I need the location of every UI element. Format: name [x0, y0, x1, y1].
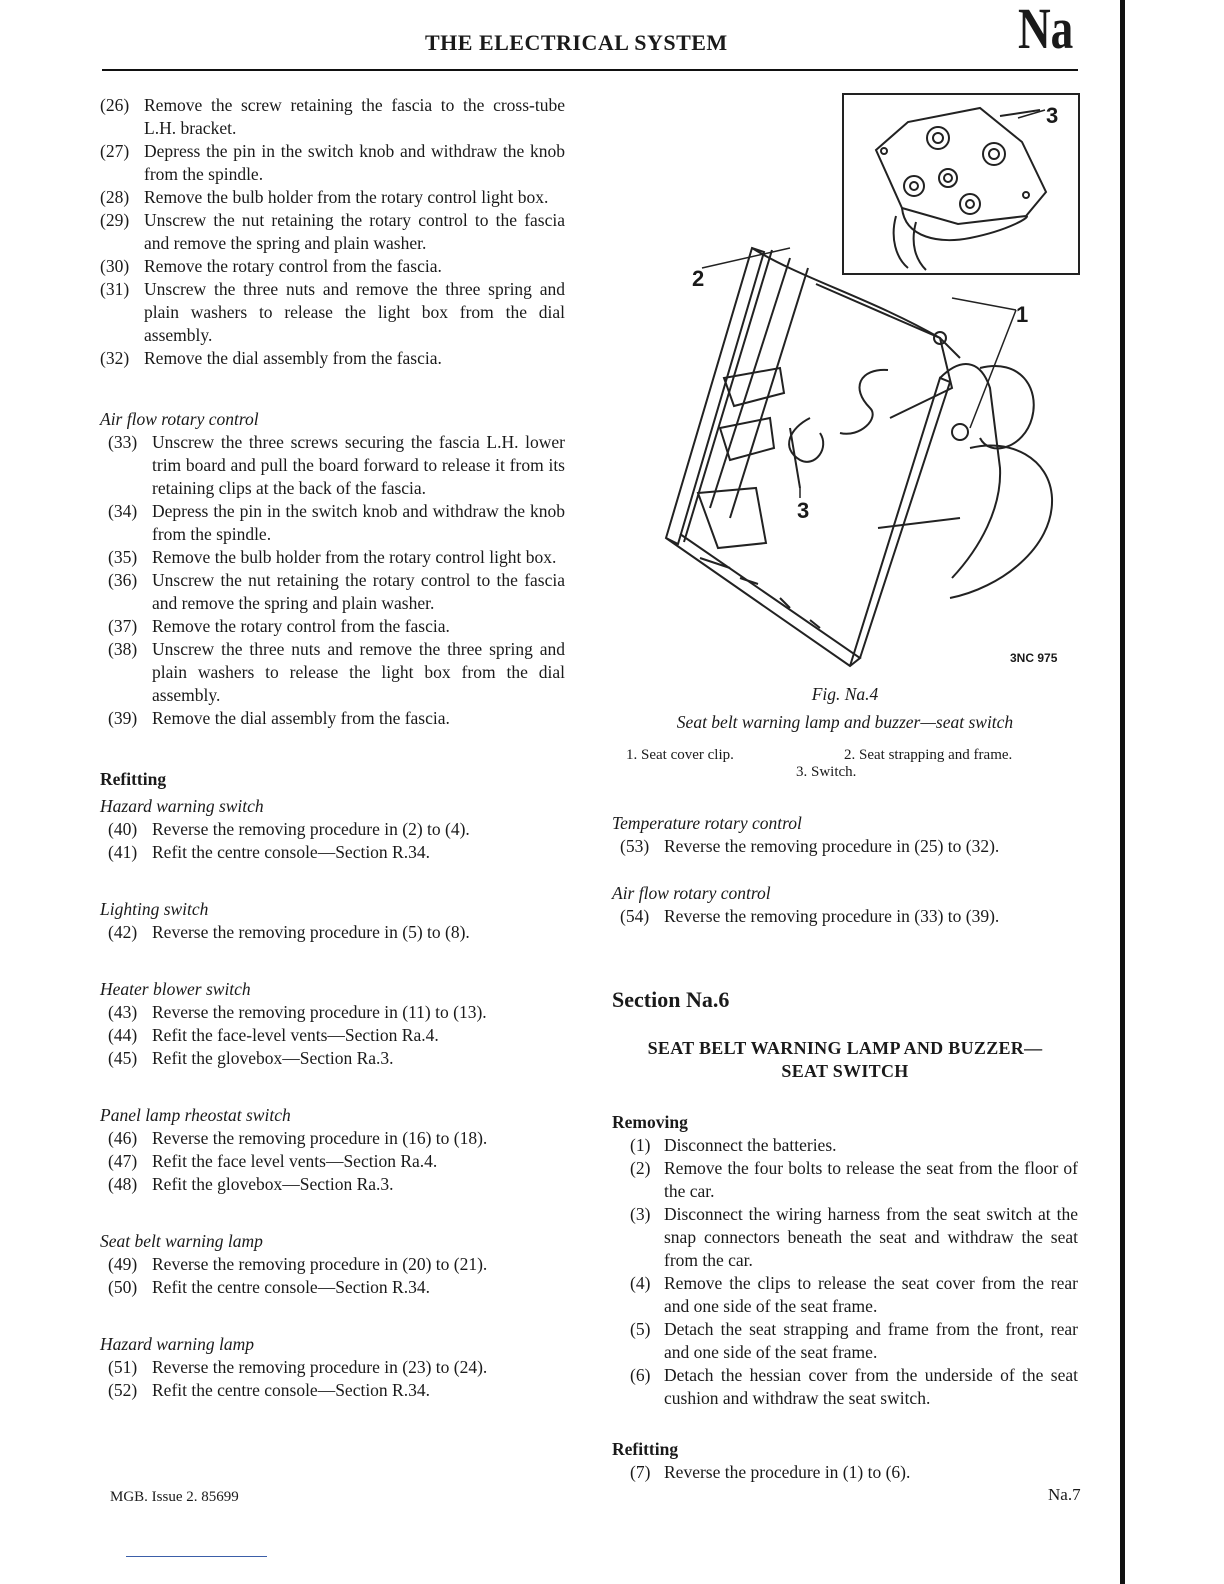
list-item	[100, 638, 565, 707]
step-text: Reverse the removing procedure in (25) to (32).	[664, 836, 1000, 856]
refitting-groups	[100, 795, 565, 1402]
step-number: (35)	[108, 547, 138, 567]
list-item	[100, 707, 565, 730]
step-text: Disconnect the batteries.	[664, 1135, 837, 1155]
subheading-airflow-refit: Air flow rotary control	[612, 883, 771, 903]
step-number: (47)	[108, 1151, 138, 1171]
step-number: (32)	[100, 348, 130, 368]
step-number: (48)	[108, 1174, 138, 1194]
step-number: (6)	[630, 1365, 651, 1385]
step-text: Reverse the removing procedure in (23) to (24).	[152, 1357, 488, 1377]
step-text: Refit the face level vents—Section Ra.4.	[152, 1151, 438, 1171]
list-item	[100, 186, 565, 209]
section-title: Section Na.6	[612, 987, 730, 1012]
list-item	[100, 431, 565, 500]
list-item	[100, 1379, 565, 1402]
removing-steps-list	[612, 1134, 1078, 1410]
list-item	[100, 1150, 565, 1173]
step-number: (31)	[100, 279, 130, 299]
section-heading-line-1: SEAT BELT WARNING LAMP AND BUZZER—	[647, 1038, 1043, 1058]
list-item	[100, 1001, 565, 1024]
right-column	[612, 812, 1078, 1484]
step-text: Refit the centre console—Section R.34.	[152, 1277, 430, 1297]
list-item	[612, 1134, 1078, 1157]
step-text: Depress the pin in the switch knob and withdraw the knob from the spindle.	[152, 501, 565, 544]
page-number: Na.7	[1048, 1485, 1081, 1504]
step-text: Reverse the procedure in (1) to (6).	[664, 1462, 911, 1482]
list-item	[100, 1173, 565, 1196]
step-number: (46)	[108, 1128, 138, 1148]
list-item	[100, 1024, 565, 1047]
list-item	[612, 1364, 1078, 1410]
list-item	[100, 546, 565, 569]
step-text: Refit the centre console—Section R.34.	[152, 842, 430, 862]
list-item	[100, 255, 565, 278]
step-number: (30)	[100, 256, 130, 276]
subheading-airflow: Air flow rotary control	[100, 409, 259, 429]
callout-3: 3	[797, 498, 810, 523]
list-item	[100, 921, 565, 944]
step-number: (29)	[100, 210, 130, 230]
step-text: Remove the dial assembly from the fascia.	[144, 348, 442, 368]
step-number: (44)	[108, 1025, 138, 1045]
step-text: Remove the rotary control from the fascia.	[152, 616, 450, 636]
section-heading-line-2: SEAT SWITCH	[781, 1061, 909, 1081]
list-item	[612, 835, 1078, 858]
page-title: THE ELECTRICAL SYSTEM	[425, 30, 728, 55]
step-number: (28)	[100, 187, 130, 207]
step-number: (7)	[630, 1462, 651, 1482]
step-text: Remove the dial assembly from the fascia.	[152, 708, 450, 728]
step-text: Refit the glovebox—Section Ra.3.	[152, 1048, 394, 1068]
list-item	[100, 140, 565, 186]
figure-number: Fig. Na.4	[811, 684, 879, 704]
step-number: (5)	[630, 1319, 651, 1339]
step-text: Unscrew the three screws securing the fascia L.H. lower trim board and pull the board forward to release it from its retaining clips at the back of the fascia.	[152, 432, 565, 498]
step-text: Remove the screw retaining the fascia to the cross-tube L.H. bracket.	[144, 95, 565, 138]
step-text: Detach the seat strapping and frame from the front, rear and one side of the seat frame.	[664, 1319, 1078, 1362]
step-number: (39)	[108, 708, 138, 728]
refitting-heading: Refitting	[100, 769, 167, 789]
step-text: Refit the face-level vents—Section Ra.4.	[152, 1025, 439, 1045]
step-number: (49)	[108, 1254, 138, 1274]
removing-steps-list	[100, 94, 565, 370]
step-text: Detach the hessian cover from the underside of the seat cushion and withdraw the seat switch.	[664, 1365, 1078, 1408]
list-item	[100, 209, 565, 255]
step-text: Reverse the removing procedure in (11) to (13).	[152, 1002, 487, 1022]
step-number: (40)	[108, 819, 138, 839]
subheading-temperature: Temperature rotary control	[612, 813, 802, 833]
step-text: Remove the four bolts to release the seat from the floor of the car.	[664, 1158, 1078, 1201]
step-text: Remove the clips to release the seat cover from the rear and one side of the seat frame.	[664, 1273, 1078, 1316]
subheading: Hazard warning lamp	[100, 1334, 254, 1354]
section-code: Na	[1018, 0, 1074, 61]
list-item	[612, 1157, 1078, 1203]
list-item	[612, 1203, 1078, 1272]
figure-caption	[612, 680, 1078, 736]
figure-ref-code: 3NC 975	[1010, 651, 1058, 665]
step-number: (4)	[630, 1273, 651, 1293]
step-number: (51)	[108, 1357, 138, 1377]
removing-heading: Removing	[612, 1112, 688, 1132]
callout-3-inset: 3	[1046, 103, 1059, 128]
step-number: (52)	[108, 1380, 138, 1400]
page-edge-bar	[1120, 0, 1125, 1584]
step-number: (33)	[108, 432, 138, 452]
step-number: (36)	[108, 570, 138, 590]
seat-frame-drawing	[666, 248, 1052, 666]
step-text: Disconnect the wiring harness from the seat switch at the snap connectors beneath the seat and withdraw the seat from the car.	[664, 1204, 1078, 1270]
step-number: (27)	[100, 141, 130, 161]
list-item	[100, 1047, 565, 1070]
step-number: (38)	[108, 639, 138, 659]
list-item	[100, 347, 565, 370]
list-item	[612, 1272, 1078, 1318]
step-number: (2)	[630, 1158, 651, 1178]
refitting-heading-right: Refitting	[612, 1439, 679, 1459]
step-number: (50)	[108, 1277, 138, 1297]
list-item	[100, 94, 565, 140]
list-item	[612, 1318, 1078, 1364]
list-item	[612, 1461, 1078, 1484]
step-text: Reverse the removing procedure in (5) to (8).	[152, 922, 470, 942]
airflow-steps-list	[100, 431, 565, 730]
list-item	[612, 905, 1078, 928]
step-text: Reverse the removing procedure in (2) to (4).	[152, 819, 470, 839]
legend-item-2: 2. Seat strapping and frame.	[844, 747, 1013, 763]
step-number: (42)	[108, 922, 138, 942]
section-heading	[612, 1037, 1078, 1083]
step-text: Unscrew the three nuts and remove the three spring and plain washers to release the light box from the dial assembly.	[144, 279, 565, 345]
step-text: Unscrew the three nuts and remove the three spring and plain washers to release the light box from the dial assembly.	[152, 639, 565, 705]
step-number: (41)	[108, 842, 138, 862]
figure-title: Seat belt warning lamp and buzzer—seat switch	[676, 712, 1014, 732]
list-item	[100, 569, 565, 615]
step-number: (34)	[108, 501, 138, 521]
list-item	[100, 278, 565, 347]
list-item	[100, 818, 565, 841]
legend-item-1: 1. Seat cover clip.	[626, 747, 734, 763]
step-text: Unscrew the nut retaining the rotary control to the fascia and remove the spring and plain washer.	[152, 570, 565, 613]
step-number: (45)	[108, 1048, 138, 1068]
seat-switch-figure	[640, 88, 1080, 668]
step-text: Depress the pin in the switch knob and withdraw the knob from the spindle.	[144, 141, 565, 184]
list-item	[100, 615, 565, 638]
step-number: (54)	[620, 906, 650, 926]
step-text: Reverse the removing procedure in (20) to (21).	[152, 1254, 488, 1274]
list-item	[100, 1276, 565, 1299]
step-number: (43)	[108, 1002, 138, 1022]
left-column	[100, 94, 565, 1402]
callout-1: 1	[1016, 302, 1029, 327]
step-number: (53)	[620, 836, 650, 856]
header-rule	[102, 69, 1078, 71]
step-text: Remove the bulb holder from the rotary control light box.	[144, 187, 549, 207]
callout-2: 2	[692, 266, 705, 291]
subheading: Lighting switch	[100, 899, 209, 919]
list-item	[100, 841, 565, 864]
list-item	[100, 500, 565, 546]
step-text: Refit the glovebox—Section Ra.3.	[152, 1174, 394, 1194]
step-text: Refit the centre console—Section R.34.	[152, 1380, 430, 1400]
step-text: Remove the bulb holder from the rotary control light box.	[152, 547, 557, 567]
legend-item-3: 3. Switch.	[796, 764, 857, 780]
list-item	[100, 1127, 565, 1150]
footer-rule	[126, 1556, 267, 1557]
step-number: (37)	[108, 616, 138, 636]
step-text: Unscrew the nut retaining the rotary control to the fascia and remove the spring and plain washer.	[144, 210, 565, 253]
subheading: Seat belt warning lamp	[100, 1231, 263, 1251]
step-number: (1)	[630, 1135, 651, 1155]
footer-issue: MGB. Issue 2. 85699	[110, 1489, 239, 1505]
step-text: Remove the rotary control from the fascia.	[144, 256, 442, 276]
subheading: Panel lamp rheostat switch	[100, 1105, 291, 1125]
step-number: (3)	[630, 1204, 651, 1224]
list-item	[100, 1356, 565, 1379]
step-text: Reverse the removing procedure in (16) to (18).	[152, 1128, 488, 1148]
subheading: Hazard warning switch	[100, 796, 264, 816]
step-number: (26)	[100, 95, 130, 115]
list-item	[100, 1253, 565, 1276]
subheading: Heater blower switch	[100, 979, 251, 999]
step-text: Reverse the removing procedure in (33) to (39).	[664, 906, 1000, 926]
